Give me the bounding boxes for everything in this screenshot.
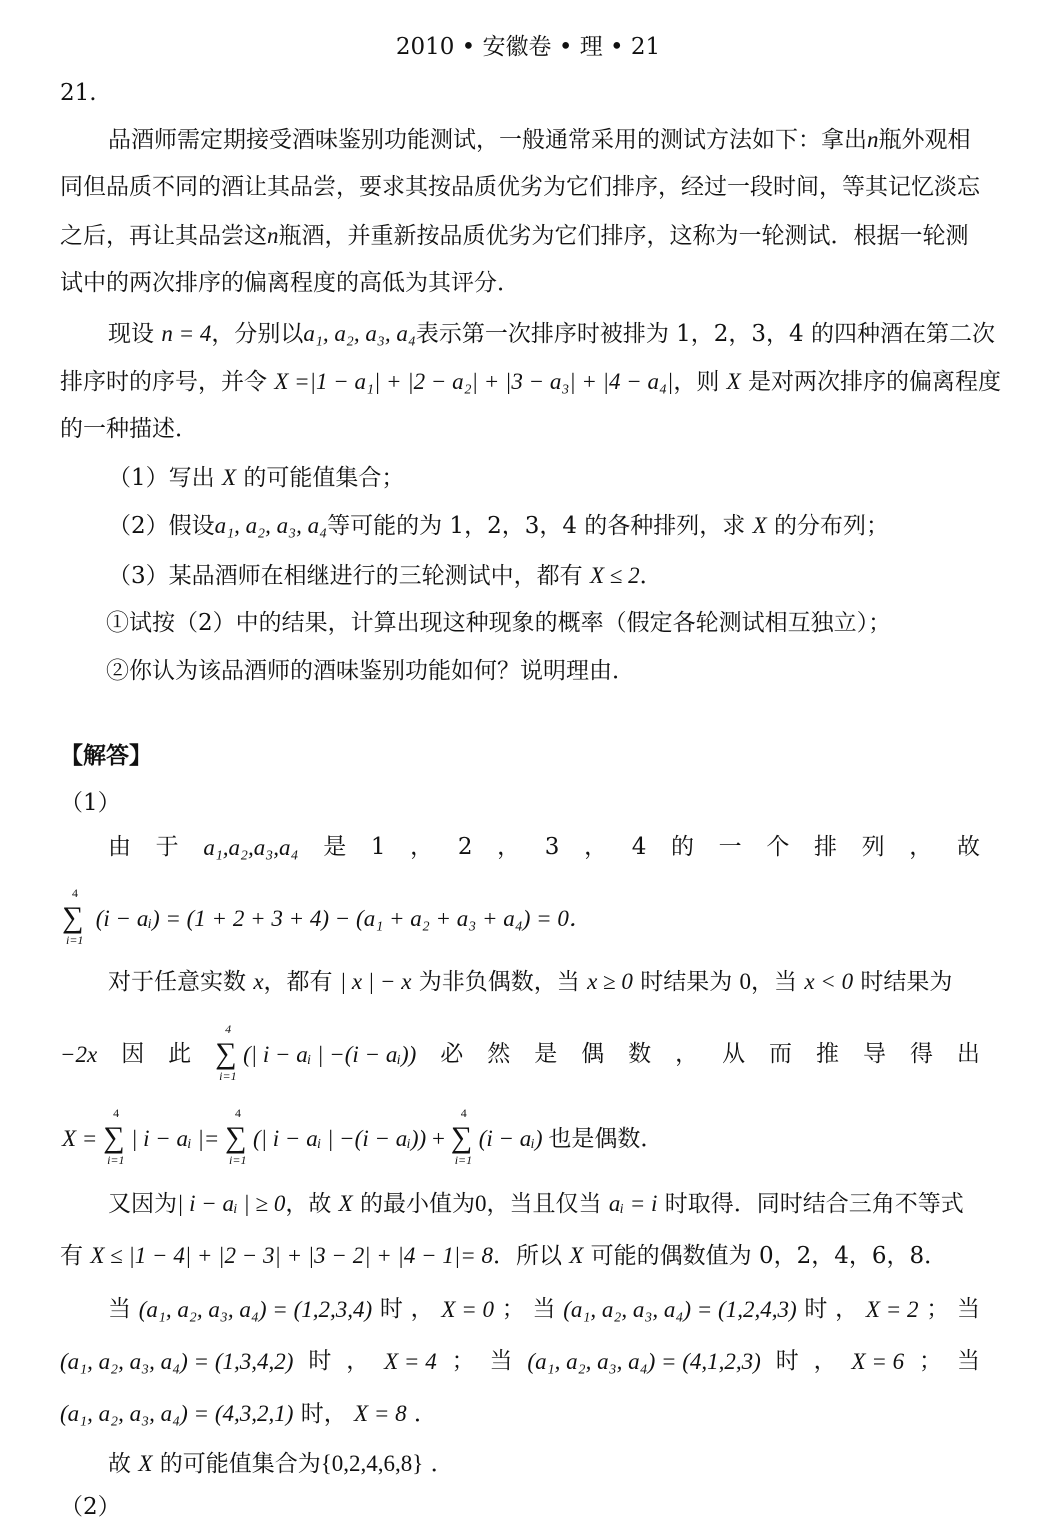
text: 当	[532, 1296, 556, 1322]
text: 有	[60, 1243, 83, 1269]
math-zero: 0	[739, 969, 752, 994]
sum-symbol	[450, 1106, 479, 1167]
text: ；	[919, 1348, 943, 1374]
math-x: x	[253, 969, 264, 994]
word: 列	[861, 834, 885, 860]
math-ai-eq-i: aᵢ = i	[608, 1191, 658, 1216]
math-case-5: (a₁, a₂, a₃, a₄) = (4,3,2,1)	[60, 1401, 294, 1426]
math-x-le-2: X ≤ 2	[589, 563, 640, 588]
text: 时	[308, 1348, 332, 1374]
word: ，	[410, 834, 434, 860]
answer-line-10	[60, 1402, 437, 1426]
text: 时结果为	[640, 969, 733, 995]
sum-upper: 4	[460, 1106, 467, 1120]
text: 当	[108, 1296, 131, 1322]
sum-upper: 4	[235, 1106, 242, 1120]
math-case-3: (a₁, a₂, a₃, a₄) = (1,3,4,2)	[60, 1349, 294, 1374]
text: ．所以	[492, 1243, 562, 1269]
text: ，都有	[263, 969, 333, 995]
text: ，	[346, 1348, 370, 1374]
word: 从	[722, 1040, 746, 1067]
math-eq: = (1 + 2 + 3 + 4) − (a₁ + a₂ + a₃ + a₄) = 0．	[165, 906, 592, 931]
math-a-list: a₁, a₂, a₃, a₄	[214, 513, 328, 538]
text: ，	[410, 1296, 434, 1322]
text: 可能的偶数值为 0，2，4，6，8．	[590, 1243, 948, 1269]
text: 故	[108, 1451, 131, 1477]
math-X: X	[726, 369, 741, 394]
sum-symbol	[62, 886, 90, 947]
math-X: X	[221, 465, 237, 490]
math-abs-ge0: | i − aᵢ | ≥ 0	[177, 1191, 286, 1216]
answer-line-2	[62, 886, 592, 947]
text: 表示第一次排序时被排为 1，2，3，4 的四种酒在第二次	[415, 321, 995, 347]
math-X: X	[752, 513, 767, 538]
math-X: X	[569, 1243, 584, 1268]
sum-upper: 4	[225, 1022, 232, 1036]
sum-symbol	[103, 1106, 131, 1167]
text: ．	[430, 1451, 454, 1477]
word: 1	[370, 834, 386, 860]
math-term: (| i − aᵢ | −(i − aᵢ))	[243, 1042, 417, 1067]
text: ，故	[285, 1191, 332, 1217]
word: 故	[956, 834, 980, 860]
math-sum-expr	[215, 1022, 417, 1083]
text: 时结果为	[860, 969, 953, 995]
text: ；	[501, 1296, 525, 1322]
word: 推	[816, 1040, 840, 1067]
problem-line-3	[60, 224, 969, 248]
text: ，分别以	[211, 321, 304, 347]
word: ，	[909, 834, 933, 860]
word: 出	[956, 1040, 980, 1067]
sum-sigma: ∑	[62, 901, 84, 934]
sum-upper: 4	[113, 1106, 120, 1120]
math-n-eq: n = 4	[161, 321, 212, 346]
text: ，当	[751, 969, 798, 995]
word: 一	[718, 834, 742, 860]
word: ，	[497, 834, 521, 860]
answer-line-3	[108, 970, 952, 994]
math-abs: | i − aᵢ |=	[131, 1126, 220, 1151]
text: 时	[300, 1401, 324, 1427]
math-case-4: (a₁, a₂, a₃, a₄) = (4,1,2,3)	[527, 1349, 761, 1374]
text: ．	[639, 563, 663, 589]
question-3	[108, 564, 663, 588]
text: ，	[323, 1401, 347, 1427]
sum-sigma: ∑	[103, 1121, 125, 1154]
math-x-def: X =|1 − a₁| + |2 − a₂| + |3 − a₃| + |4 − a₄|	[274, 369, 674, 394]
word: ，	[584, 834, 608, 860]
problem-line-6	[60, 370, 1001, 394]
text: 的可能值集合为	[159, 1451, 321, 1477]
text: 瓶酒，并重新按品质优劣为它们排序，这称为一轮测试．根据一轮测	[278, 223, 969, 249]
word: 此	[168, 1040, 192, 1067]
text: 是对两次排序的偏离程度	[748, 369, 1002, 395]
problem-line-5	[108, 322, 995, 346]
page-header: 2010 • 安徽卷 • 理 • 21	[395, 34, 661, 60]
word: 得	[909, 1040, 933, 1067]
answer-part-2-cut: （2）	[60, 1494, 121, 1520]
math-value-3: X = 4	[384, 1349, 437, 1374]
sum-symbol	[215, 1022, 243, 1083]
text: 瓶外观相	[878, 127, 971, 153]
word: 偶	[581, 1040, 605, 1067]
word: 因	[121, 1040, 145, 1067]
text: 排序时的序号，并令	[60, 369, 267, 395]
math-neg2x: −2x	[60, 1041, 98, 1067]
answer-part-1: （1）	[60, 790, 121, 816]
text: 又因为	[108, 1191, 177, 1217]
answer-line-9	[60, 1350, 980, 1373]
answer-line-1	[108, 836, 980, 859]
word: 必	[440, 1040, 464, 1067]
answer-heading: 【解答】	[60, 742, 152, 769]
answer-line-11	[108, 1452, 454, 1476]
question-3-ii: ②你认为该品酒师的酒味鉴别功能如何？说明理由．	[106, 658, 635, 684]
question-1	[108, 466, 404, 490]
word: ，	[675, 1040, 699, 1067]
text: ；	[926, 1296, 950, 1322]
math-zero: 0	[475, 1191, 487, 1216]
sum-lower: i=1	[454, 1153, 473, 1167]
math-term: (i − aᵢ)	[95, 906, 160, 931]
sum-lower: i=1	[107, 1153, 125, 1167]
word: 然	[487, 1040, 511, 1067]
math-case-1: (a₁, a₂, a₃, a₄) = (1,2,3,4)	[138, 1297, 373, 1322]
text: 时	[775, 1348, 799, 1374]
math-a-list: a₁, a₂, a₃, a₄	[303, 321, 416, 346]
sum-lower: i=1	[229, 1153, 247, 1167]
math-X: X	[338, 1191, 353, 1216]
math-n: n	[867, 127, 879, 152]
text: ，	[835, 1296, 859, 1322]
word: 的	[671, 834, 695, 860]
word: 是	[323, 834, 347, 860]
text: 时取得．同时结合三角不等式	[664, 1191, 964, 1217]
math-X: X	[138, 1451, 153, 1476]
answer-line-4	[60, 1022, 980, 1083]
text: 对于任意实数	[108, 969, 246, 995]
problem-line-2: 同但品质不同的酒让其品尝，要求其按品质优劣为它们排序，经过一段时间，等其记忆淡忘	[60, 174, 980, 200]
text: ．	[413, 1401, 437, 1427]
text: 的分布列；	[773, 513, 889, 539]
math-value-4: X = 6	[851, 1349, 905, 1374]
problem-line-4: 试中的两次排序的偏离程度的高低为其评分．	[60, 270, 520, 296]
word: 4	[631, 834, 647, 860]
problem-number: 21.	[60, 80, 97, 106]
math-case-2: (a₁, a₂, a₃, a₄) = (1,2,4,3)	[563, 1297, 797, 1322]
math-term: (| i − aᵢ | −(i − aᵢ))	[253, 1126, 427, 1151]
math-value-5: X = 8	[354, 1401, 407, 1426]
math-plus: +	[431, 1126, 445, 1151]
text: 当	[956, 1296, 980, 1322]
answer-line-7	[60, 1244, 947, 1268]
math-n: n	[267, 223, 279, 248]
word: 于	[155, 834, 179, 860]
text: 品酒师需定期接受酒味鉴别功能测试，一般通常采用的测试方法如下：拿出	[108, 127, 867, 153]
math-value-1: X = 0	[441, 1297, 494, 1322]
math-X-eq: X =	[62, 1126, 98, 1151]
text: ，则	[673, 369, 720, 395]
math-x-lt-0: x < 0	[804, 969, 854, 994]
answer-line-5	[62, 1106, 664, 1167]
sum-lower: i=1	[219, 1069, 237, 1083]
text: 时	[379, 1296, 403, 1322]
math-abs-x: | x | − x	[339, 969, 412, 994]
word: a₁,a₂,a₃,a₄	[203, 835, 299, 860]
text: 现设	[108, 321, 154, 347]
word: 是	[534, 1040, 558, 1067]
text: 时	[804, 1296, 828, 1322]
text: （3）某品酒师在相继进行的三轮测试中，都有	[108, 563, 583, 589]
text: 的可能值集合；	[243, 465, 405, 491]
math-set: {0,2,4,6,8}	[320, 1451, 424, 1476]
math-x-ge-0: x ≥ 0	[587, 969, 633, 994]
word: 数	[628, 1040, 652, 1067]
math-x-bound: X ≤ |1 − 4| + |2 − 3| + |3 − 2| + |4 − 1|= 8	[90, 1243, 493, 1268]
word: 而	[769, 1040, 793, 1067]
text: （2）假设	[108, 513, 215, 539]
problem-line-7: 的一种描述．	[60, 416, 198, 442]
question-3-i: ①试按（2）中的结果，计算出现这种现象的概率（假定各轮测试相互独立）；	[106, 610, 892, 636]
word: 导	[862, 1040, 886, 1067]
text: ，当且仅当	[486, 1191, 602, 1217]
answer-line-6	[108, 1192, 964, 1216]
text: 也是偶数．	[548, 1126, 664, 1152]
word: 3	[544, 834, 560, 860]
word: 个	[766, 834, 790, 860]
math-term: (i − aᵢ)	[478, 1126, 543, 1151]
sum-sigma: ∑	[450, 1121, 473, 1154]
sum-upper: 4	[72, 886, 78, 900]
text: ；	[451, 1348, 475, 1374]
text: 为非负偶数，当	[418, 969, 580, 995]
text: 等可能的为 1，2，3，4 的各种排列，求	[327, 513, 746, 539]
text: 的最小值为	[360, 1191, 476, 1217]
text: （1）写出	[108, 465, 215, 491]
sum-lower: i=1	[66, 933, 84, 947]
word: 2	[457, 834, 473, 860]
text: 之后，再让其品尝这	[60, 223, 267, 249]
word: 排	[813, 834, 837, 860]
sum-sigma: ∑	[225, 1121, 247, 1154]
text: ，	[813, 1348, 837, 1374]
sum-sigma: ∑	[215, 1037, 237, 1070]
sum-symbol	[225, 1106, 253, 1167]
question-2	[108, 514, 889, 538]
problem-line-1	[108, 128, 971, 152]
math-value-2: X = 2	[865, 1297, 919, 1322]
text: 当	[489, 1348, 513, 1374]
answer-line-8	[108, 1298, 980, 1321]
word: 由	[108, 834, 131, 860]
text: 当	[956, 1348, 980, 1374]
